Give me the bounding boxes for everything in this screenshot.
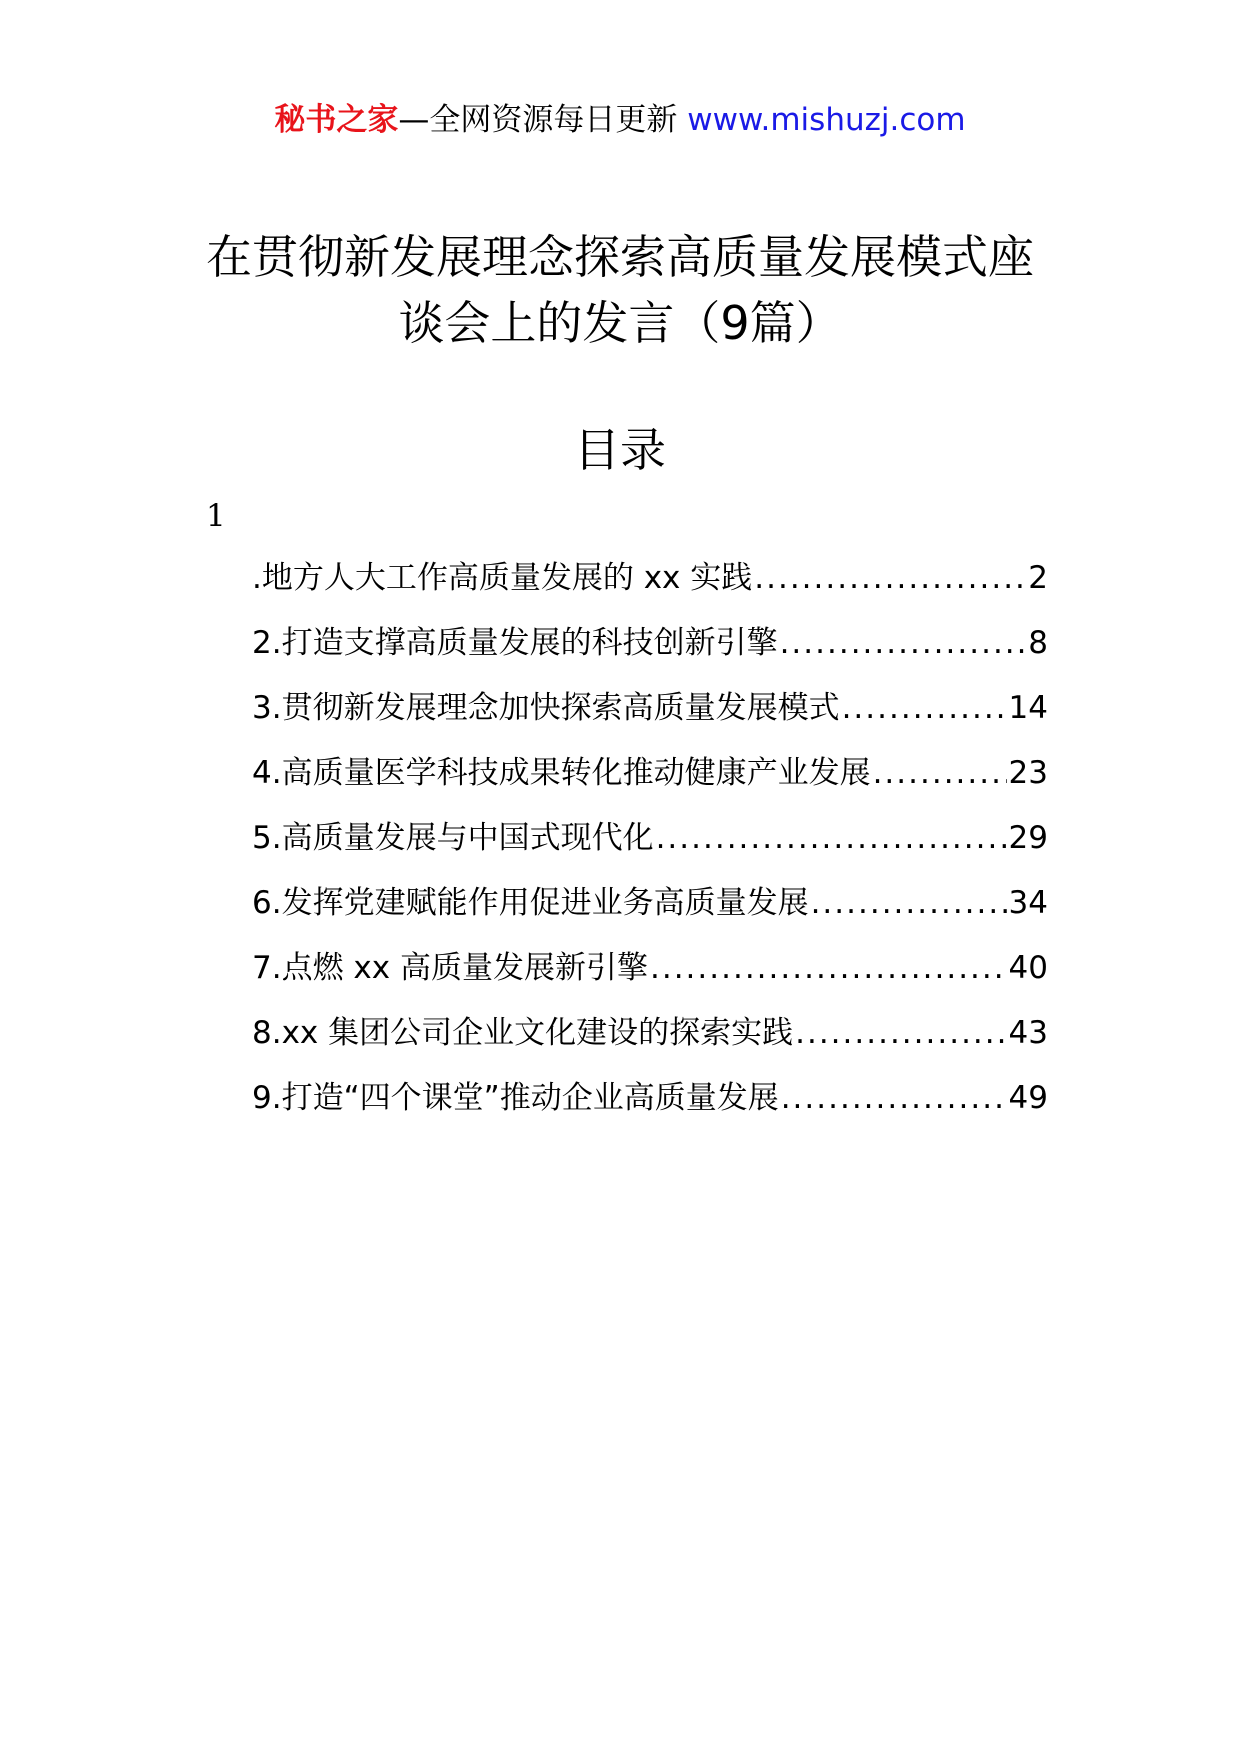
toc-entry-page: 8 <box>1028 625 1048 661</box>
toc-leader-dots <box>754 556 1026 600</box>
brand-name: 秘书之家 <box>274 102 399 138</box>
toc-leader-dots <box>650 946 1007 990</box>
toc-entry-title: 6.发挥党建赋能作用促进业务高质量发展 <box>252 885 809 921</box>
toc-entry-title: 5.高质量发展与中国式现代化 <box>252 820 654 856</box>
toc-entry-7[interactable] <box>252 946 1048 1011</box>
toc-leader-dots <box>780 621 1027 665</box>
toc-entry-title: .地方人大工作高质量发展的 xx 实践 <box>252 560 753 596</box>
toc-entry-1[interactable] <box>252 556 1048 621</box>
title-line-2: 谈会上的发言（9篇） <box>398 296 842 350</box>
toc-entry-2[interactable] <box>252 621 1048 686</box>
toc-entry-page: 14 <box>1008 690 1048 726</box>
document-title <box>0 224 1240 356</box>
site-link[interactable]: www.mishuzj.com <box>687 102 966 138</box>
site-header <box>0 98 1240 142</box>
toc-leader-dots <box>781 1076 1007 1120</box>
table-of-contents <box>252 556 1048 1141</box>
toc-entry-title: 2.打造支撑高质量发展的科技创新引擎 <box>252 625 778 661</box>
toc-entry-4[interactable] <box>252 751 1048 816</box>
toc-leader-dots <box>873 751 1007 795</box>
toc-entry-page: 23 <box>1008 755 1048 791</box>
stray-number: 1 <box>206 498 226 534</box>
toc-leader-dots <box>842 686 1007 730</box>
header-tagline: —全网资源每日更新 <box>398 102 678 138</box>
toc-leader-dots <box>811 881 1007 925</box>
toc-entry-page: 40 <box>1008 950 1048 986</box>
toc-entry-title: 8.xx 集团公司企业文化建设的探索实践 <box>252 1015 794 1051</box>
toc-entry-title: 9.打造“四个课堂”推动企业高质量发展 <box>252 1080 779 1116</box>
toc-heading: 目录 <box>574 423 666 477</box>
toc-entry-3[interactable] <box>252 686 1048 751</box>
toc-leader-dots <box>795 1011 1006 1055</box>
toc-entry-title: 3.贯彻新发展理念加快探索高质量发展模式 <box>252 690 840 726</box>
toc-entry-title: 4.高质量医学科技成果转化推动健康产业发展 <box>252 755 871 791</box>
toc-entry-title: 7.点燃 xx 高质量发展新引擎 <box>252 950 648 986</box>
toc-entry-page: 49 <box>1008 1080 1048 1116</box>
title-line-1: 在贯彻新发展理念探索高质量发展模式座 <box>206 230 1034 284</box>
toc-entry-page: 34 <box>1008 885 1048 921</box>
toc-entry-page: 2 <box>1028 560 1048 596</box>
toc-entry-page: 43 <box>1008 1015 1048 1051</box>
toc-entry-5[interactable] <box>252 816 1048 881</box>
toc-leader-dots <box>656 816 1007 860</box>
toc-entry-8[interactable] <box>252 1011 1048 1076</box>
toc-entry-6[interactable] <box>252 881 1048 946</box>
toc-entry-page: 29 <box>1008 820 1048 856</box>
toc-entry-9[interactable] <box>252 1076 1048 1141</box>
